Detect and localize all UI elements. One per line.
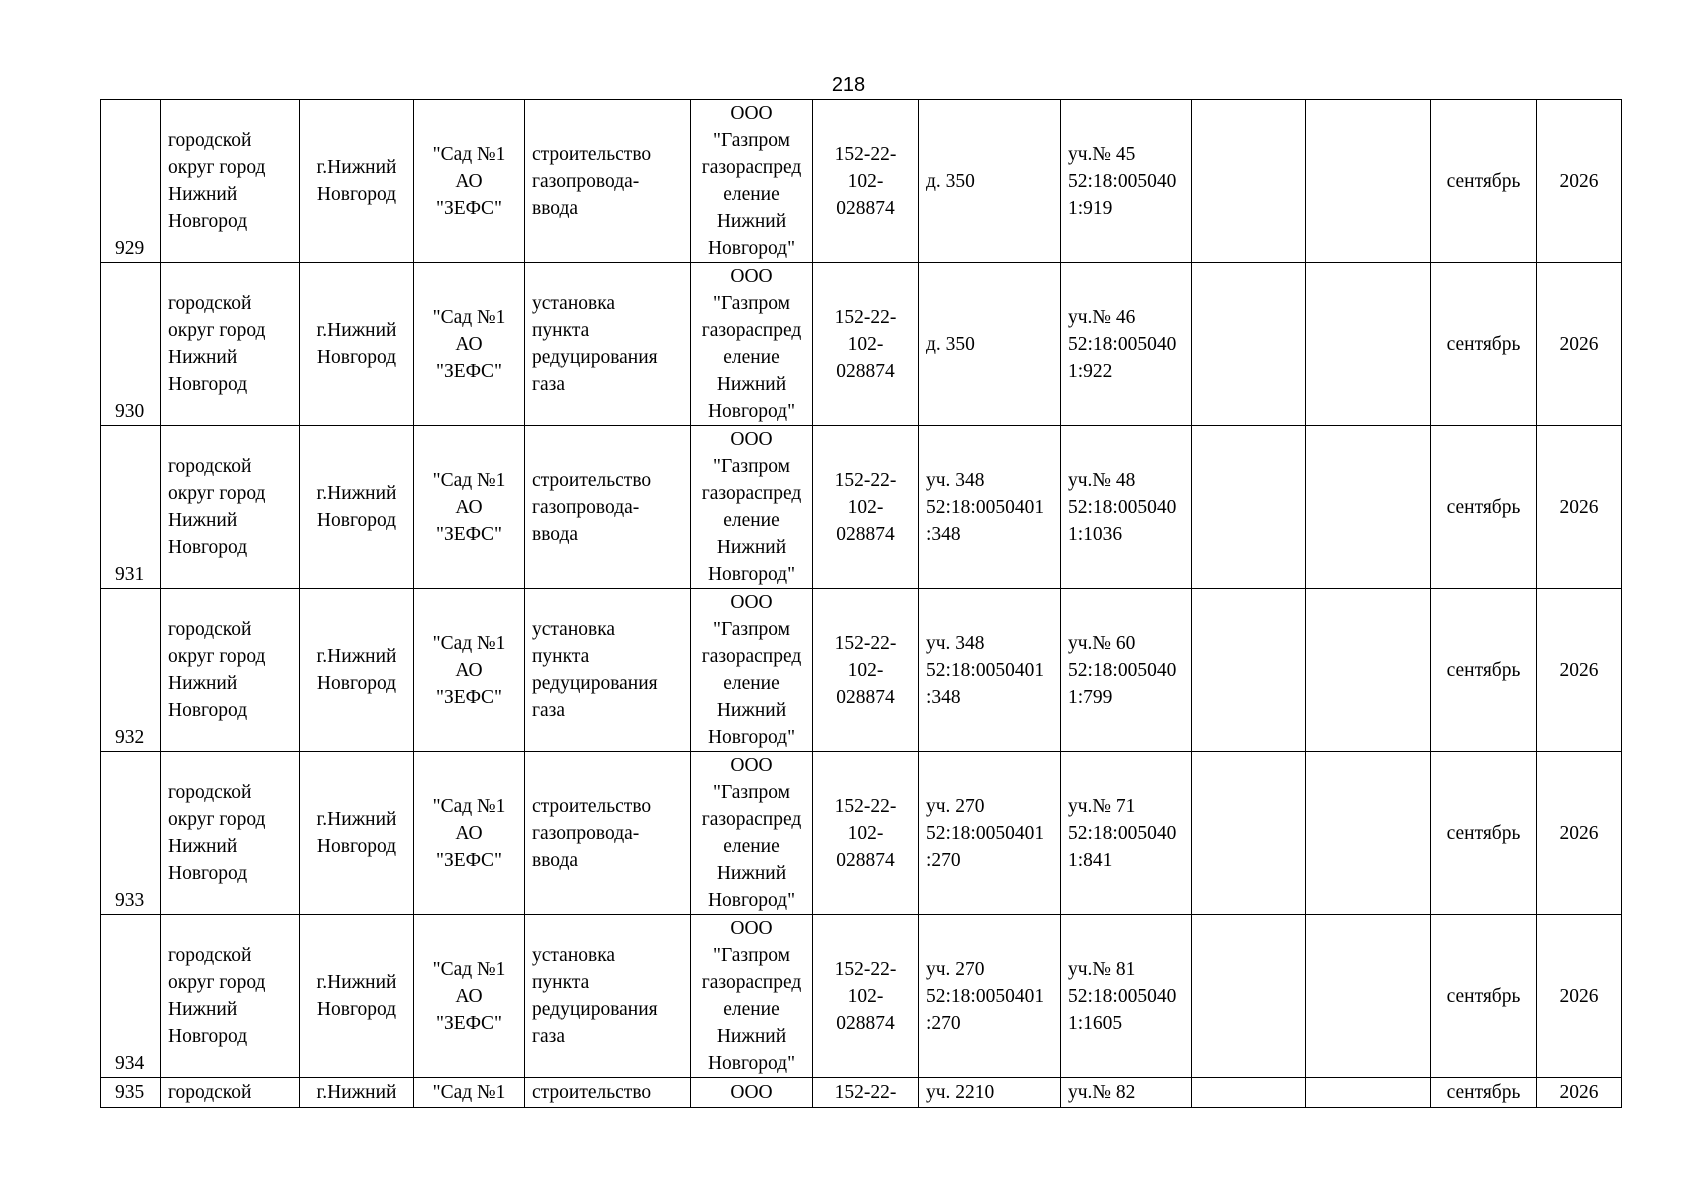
cell-district: городской округ город Нижний Новгород [161, 426, 300, 589]
cell-code: 152-22- 102- 028874 [813, 100, 919, 263]
cell-organization: ООО "Газпром газораспред еление Нижний Новгород" [691, 426, 813, 589]
cell-district: городской округ город Нижний Новгород [161, 915, 300, 1078]
cell-work-type: строительство газопровода- ввода [525, 752, 691, 915]
cell-empty-2 [1306, 915, 1431, 1078]
cell-organization: ООО "Газпром газораспред еление Нижний Новгород" [691, 263, 813, 426]
cell-empty-2 [1306, 263, 1431, 426]
cell-month: сентябрь [1431, 1078, 1537, 1108]
table-row [101, 1078, 1622, 1108]
cell-object: "Сад №1 [414, 1078, 525, 1108]
cell-locality: г.Нижний Новгород [300, 263, 414, 426]
cell-object: "Сад №1 АО "ЗЕФС" [414, 100, 525, 263]
cell-code: 152-22- 102- 028874 [813, 589, 919, 752]
cell-organization: ООО "Газпром газораспред еление Нижний Новгород" [691, 100, 813, 263]
cell-locality: г.Нижний Новгород [300, 589, 414, 752]
cell-plot: уч.№ 48 52:18:005040 1:1036 [1061, 426, 1192, 589]
cell-empty-2 [1306, 752, 1431, 915]
cell-number: 929 [101, 100, 161, 263]
cell-work-type: установка пункта редуцирования газа [525, 589, 691, 752]
cell-house: уч. 270 52:18:0050401 :270 [919, 915, 1061, 1078]
cell-house: уч. 348 52:18:0050401 :348 [919, 426, 1061, 589]
cell-house: уч. 270 52:18:0050401 :270 [919, 752, 1061, 915]
cell-month: сентябрь [1431, 263, 1537, 426]
cell-number: 933 [101, 752, 161, 915]
table-row [101, 915, 1622, 1078]
cell-work-type: установка пункта редуцирования газа [525, 263, 691, 426]
cell-code: 152-22- 102- 028874 [813, 263, 919, 426]
cell-year: 2026 [1537, 426, 1622, 589]
cell-empty-1 [1192, 263, 1306, 426]
cell-house: уч. 2210 [919, 1078, 1061, 1108]
cell-year: 2026 [1537, 263, 1622, 426]
cell-year: 2026 [1537, 100, 1622, 263]
cell-year: 2026 [1537, 752, 1622, 915]
cell-locality: г.Нижний Новгород [300, 426, 414, 589]
cell-empty-2 [1306, 589, 1431, 752]
table-row [101, 426, 1622, 589]
cell-district: городской округ город Нижний Новгород [161, 589, 300, 752]
cell-organization: ООО "Газпром газораспред еление Нижний Новгород" [691, 915, 813, 1078]
cell-number: 931 [101, 426, 161, 589]
cell-year: 2026 [1537, 589, 1622, 752]
cell-district: городской округ город Нижний Новгород [161, 263, 300, 426]
cell-year: 2026 [1537, 1078, 1622, 1108]
cell-object: "Сад №1 АО "ЗЕФС" [414, 263, 525, 426]
page-number: 218 [831, 74, 866, 96]
cell-organization: ООО [691, 1078, 813, 1108]
table-row [101, 263, 1622, 426]
cell-plot: уч.№ 82 [1061, 1078, 1192, 1108]
cell-plot: уч.№ 60 52:18:005040 1:799 [1061, 589, 1192, 752]
cell-object: "Сад №1 АО "ЗЕФС" [414, 589, 525, 752]
cell-number: 932 [101, 589, 161, 752]
table-row [101, 589, 1622, 752]
cell-plot: уч.№ 45 52:18:005040 1:919 [1061, 100, 1192, 263]
cell-object: "Сад №1 АО "ЗЕФС" [414, 915, 525, 1078]
cell-code: 152-22- 102- 028874 [813, 915, 919, 1078]
cell-year: 2026 [1537, 915, 1622, 1078]
cell-plot: уч.№ 71 52:18:005040 1:841 [1061, 752, 1192, 915]
cell-work-type: строительство [525, 1078, 691, 1108]
cell-organization: ООО "Газпром газораспред еление Нижний Новгород" [691, 589, 813, 752]
cell-house: д. 350 [919, 100, 1061, 263]
cell-empty-2 [1306, 1078, 1431, 1108]
cell-district: городской округ город Нижний Новгород [161, 100, 300, 263]
cell-work-type: строительство газопровода- ввода [525, 100, 691, 263]
cell-number: 935 [101, 1078, 161, 1108]
cell-code: 152-22- 102- 028874 [813, 752, 919, 915]
cell-plot: уч.№ 81 52:18:005040 1:1605 [1061, 915, 1192, 1078]
cell-plot: уч.№ 46 52:18:005040 1:922 [1061, 263, 1192, 426]
cell-work-type: установка пункта редуцирования газа [525, 915, 691, 1078]
cell-empty-1 [1192, 100, 1306, 263]
register-table [100, 99, 1622, 1108]
cell-empty-1 [1192, 426, 1306, 589]
cell-empty-2 [1306, 426, 1431, 589]
cell-empty-1 [1192, 1078, 1306, 1108]
cell-code: 152-22- 102- 028874 [813, 426, 919, 589]
cell-district: городской [161, 1078, 300, 1108]
cell-code: 152-22- [813, 1078, 919, 1108]
cell-empty-1 [1192, 589, 1306, 752]
cell-house: уч. 348 52:18:0050401 :348 [919, 589, 1061, 752]
cell-work-type: строительство газопровода- ввода [525, 426, 691, 589]
cell-object: "Сад №1 АО "ЗЕФС" [414, 752, 525, 915]
table-body [101, 100, 1622, 1108]
cell-locality: г.Нижний [300, 1078, 414, 1108]
cell-empty-1 [1192, 915, 1306, 1078]
cell-locality: г.Нижний Новгород [300, 915, 414, 1078]
cell-house: д. 350 [919, 263, 1061, 426]
cell-number: 930 [101, 263, 161, 426]
cell-month: сентябрь [1431, 426, 1537, 589]
cell-locality: г.Нижний Новгород [300, 752, 414, 915]
cell-month: сентябрь [1431, 915, 1537, 1078]
cell-organization: ООО "Газпром газораспред еление Нижний Новгород" [691, 752, 813, 915]
cell-month: сентябрь [1431, 752, 1537, 915]
cell-number: 934 [101, 915, 161, 1078]
cell-month: сентябрь [1431, 589, 1537, 752]
cell-empty-2 [1306, 100, 1431, 263]
cell-empty-1 [1192, 752, 1306, 915]
table-row [101, 752, 1622, 915]
cell-district: городской округ город Нижний Новгород [161, 752, 300, 915]
cell-object: "Сад №1 АО "ЗЕФС" [414, 426, 525, 589]
table-row [101, 100, 1622, 263]
cell-locality: г.Нижний Новгород [300, 100, 414, 263]
cell-month: сентябрь [1431, 100, 1537, 263]
